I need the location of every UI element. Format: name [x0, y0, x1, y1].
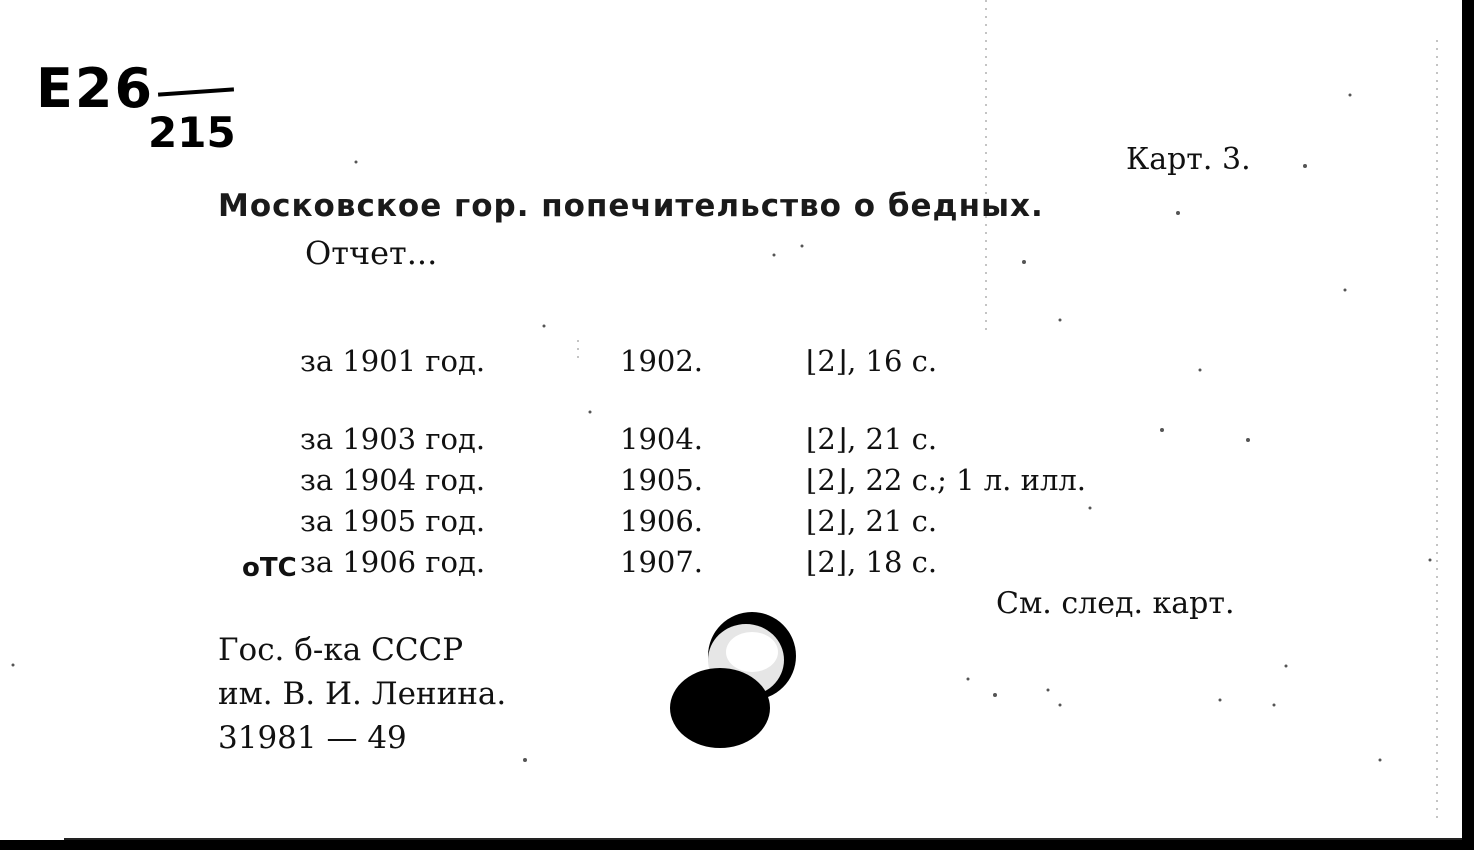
entry-pages: ⌊2⌋, 21 с. [806, 503, 938, 538]
card-number: Карт. 3. [1126, 142, 1251, 177]
see-next-card: См. след. карт. [996, 586, 1235, 621]
margin-mark: оТС [242, 553, 297, 583]
shelf-mark-bottom: 215 [148, 108, 236, 157]
entry-row [300, 459, 1326, 500]
entry-published: 1905. [620, 462, 704, 497]
entry-row [300, 541, 1326, 582]
entry-year: за 1904 год. [300, 462, 486, 497]
entry-pages: ⌊2⌋, 22 с.; 1 л. илл. [806, 462, 1087, 497]
entry-row [300, 340, 1326, 381]
entry-year: за 1903 год. [300, 421, 486, 456]
shelf-mark-top: Е26 [36, 57, 155, 120]
shelf-mark [36, 57, 236, 157]
scan-edge-right [1462, 0, 1474, 850]
entry-row [300, 500, 1326, 541]
library-imprint [218, 628, 506, 760]
entry-pages: ⌊2⌋, 16 с. [806, 343, 938, 378]
entry-published: 1904. [620, 421, 704, 456]
card-subheading: Отчет... [305, 234, 438, 272]
entry-published: 1907. [620, 544, 704, 579]
card-heading: Московское гор. попечительство о бедных. [218, 188, 1044, 224]
scan-edge-bottom [0, 840, 1474, 850]
entry-year: за 1901 год. [300, 343, 486, 378]
entry-year: за 1905 год. [300, 503, 486, 538]
entry-published: 1906. [620, 503, 704, 538]
library-imprint-line: Гос. б-ка СССР [218, 632, 464, 668]
punch-hole-icon [668, 608, 808, 753]
entry-year: за 1906 год. [300, 544, 486, 579]
entry-pages: ⌊2⌋, 18 с. [806, 544, 938, 579]
entry-published: 1902. [620, 343, 704, 378]
entry-row [300, 418, 1326, 459]
library-imprint-line: 31981 — 49 [218, 720, 407, 756]
entry-pages: ⌊2⌋, 21 с. [806, 421, 938, 456]
report-entries [300, 340, 1326, 582]
library-imprint-line: им. В. И. Ленина. [218, 676, 507, 712]
